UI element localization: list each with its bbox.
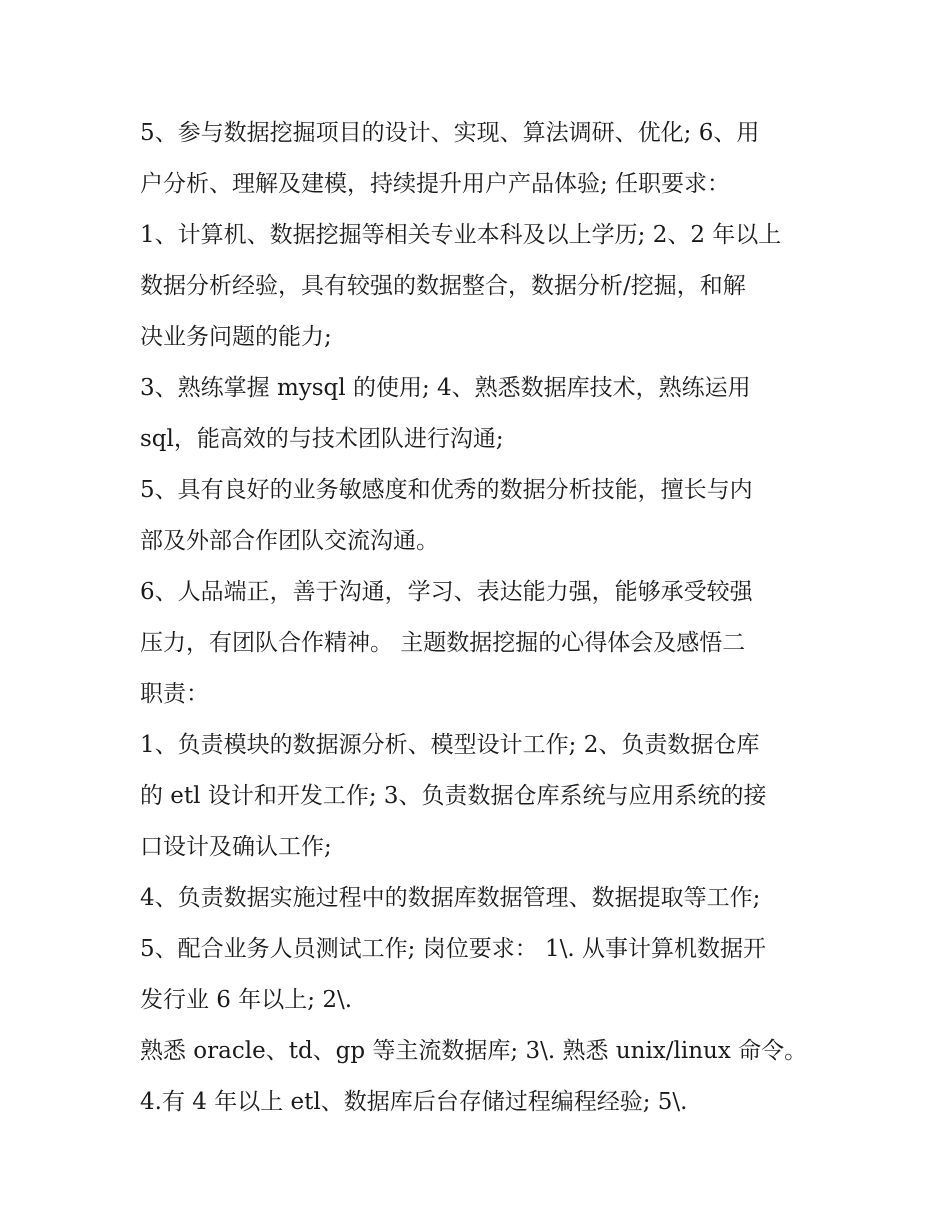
text-line: 3、熟练掌握 mysql 的使用; 4、熟悉数据库技术，熟练运用 (140, 375, 751, 401)
document-body (140, 108, 820, 1128)
text-line: 的 etl 设计和开发工作; 3、负责数据仓库系统与应用系统的接 (140, 783, 767, 809)
text-line: 4、负责数据实施过程中的数据库数据管理、数据提取等工作; (140, 885, 761, 911)
text-line: 职责： (140, 681, 209, 707)
text-line: 1、计算机、数据挖掘等相关专业本科及以上学历; 2、2 年以上 (140, 222, 782, 248)
text-line: 决业务问题的能力; (140, 324, 332, 350)
text-line: 压力，有团队合作精神。 主题数据挖掘的心得体会及感悟二 (140, 630, 746, 656)
text-line: 熟悉 oracle、td、gp 等主流数据库; 3\. 熟悉 unix/linux 命令。 (140, 1038, 808, 1064)
text-line: 口设计及确认工作; (140, 834, 332, 860)
text-line: 1、负责模块的数据源分析、模型设计工作; 2、负责数据仓库 (140, 732, 760, 758)
text-line: 5、具有良好的业务敏感度和优秀的数据分析技能，擅长与内 (140, 477, 753, 503)
text-line: 4.有 4 年以上 etl、数据库后台存储过程编程经验; 5\. (140, 1089, 688, 1115)
text-line: 户分析、理解及建模，持续提升用户产品体验; 任职要求： (140, 171, 731, 197)
text-line: 5、参与数据挖掘项目的设计、实现、算法调研、优化; 6、用 (140, 120, 760, 146)
text-line: 部及外部合作团队交流沟通。 (140, 528, 439, 554)
text-line: 数据分析经验，具有较强的数据整合，数据分析/挖掘，和解 (140, 273, 746, 299)
text-line: 5、配合业务人员测试工作; 岗位要求： 1\. 从事计算机数据开 (140, 936, 767, 962)
text-line: 6、人品端正，善于沟通，学习、表达能力强，能够承受较强 (140, 579, 753, 605)
text-line: sql，能高效的与技术团队进行沟通; (140, 426, 504, 452)
text-line: 发行业 6 年以上; 2\. (140, 987, 353, 1013)
